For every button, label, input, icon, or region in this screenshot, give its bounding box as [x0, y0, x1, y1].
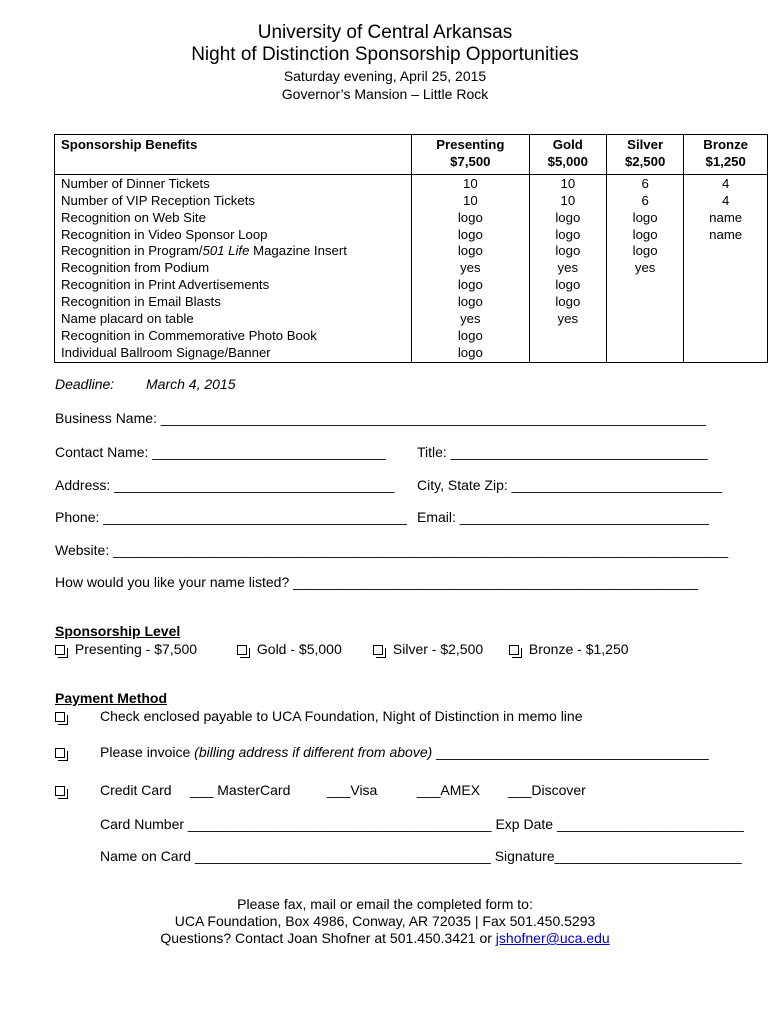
benefit-label-part: Recognition in Program/ [61, 243, 203, 259]
invoice-label: Please invoice [100, 744, 191, 760]
benefit-label: Number of Dinner Tickets [55, 174, 412, 192]
benefit-value: 4 [684, 174, 768, 192]
benefit-value [684, 277, 768, 294]
benefit-value: logo [412, 277, 530, 294]
card-amex[interactable]: ___AMEX [417, 782, 481, 798]
level-name: Gold [552, 137, 583, 152]
benefit-value [684, 328, 768, 345]
benefit-value: logo [412, 294, 530, 311]
contact-name-field[interactable]: Contact Name: ______________________________ [55, 444, 386, 460]
level-bronze-header [684, 135, 768, 175]
checkbox-icon[interactable] [55, 786, 65, 796]
card-discover[interactable]: ___Discover [508, 782, 586, 798]
title-field[interactable]: Title: _________________________________ [417, 444, 708, 460]
level-amount: $2,500 [624, 153, 666, 169]
benefit-label: Number of VIP Reception Tickets [55, 193, 412, 210]
table-row [55, 328, 768, 345]
table-row [55, 345, 768, 362]
level-name: Bronze [703, 137, 748, 152]
benefits-table [54, 134, 768, 363]
benefit-value: logo [529, 227, 606, 244]
benefit-value: yes [529, 260, 606, 277]
level-amount: $5,000 [547, 153, 588, 169]
benefit-value: yes [606, 260, 683, 277]
invoice-blank[interactable]: ___________________________________ [436, 744, 709, 760]
card-mastercard[interactable]: ___ MasterCard [190, 782, 291, 798]
checkbox-icon[interactable] [55, 748, 65, 758]
benefit-value [684, 243, 768, 260]
benefit-value: logo [529, 294, 606, 311]
card-visa[interactable]: ___Visa [327, 782, 378, 798]
payment-method-heading: Payment Method [55, 690, 168, 706]
checkbox-icon[interactable] [373, 645, 383, 655]
deadline-label: Deadline: [55, 376, 115, 392]
benefit-value: logo [606, 227, 683, 244]
benefit-label: Name placard on table [55, 311, 412, 328]
benefit-value [606, 311, 683, 328]
benefit-label: Recognition in Commemorative Photo Book [55, 328, 412, 345]
checkbox-icon[interactable] [55, 645, 65, 655]
benefit-value: logo [412, 345, 530, 362]
level-presenting-header [412, 135, 530, 175]
footer-line-1: Please fax, mail or email the completed form to: [237, 896, 533, 912]
benefit-value: logo [412, 243, 530, 260]
level-amount: $1,250 [705, 153, 746, 169]
benefit-value [529, 328, 606, 345]
payment-check-label: Check enclosed payable to UCA Foundation, Night of Distinction in memo line [100, 708, 583, 724]
benefit-value: 10 [529, 174, 606, 192]
business-name-field[interactable]: Business Name: ______________________________________________________________________ [55, 410, 706, 426]
benefit-value: yes [412, 311, 530, 328]
table-row [55, 294, 768, 311]
benefit-value: logo [412, 227, 530, 244]
level-gold-header [529, 135, 606, 175]
benefit-value: logo [529, 277, 606, 294]
option-label: Silver - $2,500 [392, 641, 484, 657]
payment-check-checkbox[interactable] [55, 708, 71, 724]
benefit-label-part: Magazine Insert [249, 243, 347, 259]
phone-field[interactable]: Phone: _______________________________________ [55, 509, 407, 525]
benefit-value [684, 260, 768, 277]
benefit-value [606, 328, 683, 345]
footer-line-3 [0, 930, 770, 946]
benefit-value: logo [606, 210, 683, 227]
checkbox-icon[interactable] [237, 645, 247, 655]
payment-invoice[interactable] [100, 744, 709, 760]
sponsorship-level-heading: Sponsorship Level [55, 623, 181, 639]
benefits-header: Sponsorship Benefits [55, 135, 412, 175]
benefit-label: Individual Ballroom Signage/Banner [55, 345, 412, 362]
benefit-value: 6 [606, 193, 683, 210]
benefit-value: 10 [529, 193, 606, 210]
event-location: Governor’s Mansion – Little Rock [281, 86, 489, 102]
name-on-card-field[interactable]: Name on Card ______________________________________ Signature________________________ [100, 848, 742, 864]
option-label: Presenting - $7,500 [74, 641, 198, 657]
benefit-value: 10 [412, 174, 530, 192]
contact-email-link[interactable]: jshofner@uca.edu [495, 930, 610, 946]
benefit-value [684, 345, 768, 362]
benefit-value: 6 [606, 174, 683, 192]
benefit-value [529, 345, 606, 362]
table-header-row [55, 135, 768, 175]
footer-line-2: UCA Foundation, Box 4986, Conway, AR 72035 | Fax 501.450.5293 [174, 913, 596, 929]
benefit-label: Recognition in Video Sponsor Loop [55, 227, 412, 244]
invoice-note: (billing address if different from above) [194, 744, 433, 760]
benefit-value: logo [412, 210, 530, 227]
benefit-value: logo [529, 210, 606, 227]
option-presenting[interactable] [55, 641, 197, 657]
table-row [55, 193, 768, 210]
address-field[interactable]: Address: ____________________________________ [55, 477, 395, 493]
website-field[interactable]: Website: _______________________________________________________________________________ [55, 542, 729, 558]
table-row [55, 174, 768, 192]
option-label: Bronze - $1,250 [528, 641, 629, 657]
level-silver-header [606, 135, 683, 175]
benefit-value: yes [412, 260, 530, 277]
benefit-label: Recognition from Podium [55, 260, 412, 277]
level-amount: $7,500 [450, 153, 491, 169]
benefit-label: Recognition on Web Site [55, 210, 412, 227]
event-date: Saturday evening, April 25, 2015 [283, 68, 487, 84]
benefit-value: logo [412, 328, 530, 345]
option-bronze[interactable] [509, 641, 629, 657]
benefit-value [606, 345, 683, 362]
email-field[interactable]: Email: ________________________________ [417, 509, 709, 525]
city-state-zip-field[interactable]: City, State Zip: ___________________________ [417, 477, 722, 493]
benefit-label: Recognition in Email Blasts [55, 294, 412, 311]
table-row [55, 260, 768, 277]
page-subtitle: Night of Distinction Sponsorship Opportunities [191, 44, 579, 65]
benefit-label-italic: 501 Life [202, 243, 250, 259]
benefit-value: logo [529, 243, 606, 260]
benefit-label [55, 243, 412, 260]
benefit-value [684, 311, 768, 328]
option-gold[interactable] [237, 641, 342, 657]
benefit-value: 10 [412, 193, 530, 210]
benefit-value: yes [529, 311, 606, 328]
checkbox-icon[interactable] [55, 712, 65, 722]
level-name: Silver [627, 137, 664, 152]
payment-invoice-checkbox[interactable] [55, 744, 71, 760]
benefit-value: name [684, 227, 768, 244]
name-listed-field[interactable]: How would you like your name listed? ____________________________________________________ [55, 574, 698, 590]
payment-credit-checkbox[interactable] [55, 782, 71, 798]
benefit-value [684, 294, 768, 311]
table-row [55, 311, 768, 328]
level-name: Presenting [436, 137, 505, 152]
table-row [55, 227, 768, 244]
option-label: Gold - $5,000 [256, 641, 342, 657]
benefit-value: name [684, 210, 768, 227]
table-row [55, 277, 768, 294]
table-row [55, 243, 768, 260]
benefit-value [606, 277, 683, 294]
benefit-value [606, 294, 683, 311]
benefit-value: logo [606, 243, 683, 260]
checkbox-icon[interactable] [509, 645, 519, 655]
benefit-value: 4 [684, 193, 768, 210]
option-silver[interactable] [373, 641, 483, 657]
credit-card-label: Credit Card [100, 782, 172, 798]
benefit-label: Recognition in Print Advertisements [55, 277, 412, 294]
page-title: University of Central Arkansas [257, 22, 513, 43]
footer-questions: Questions? Contact Joan Shofner at 501.450.3421 or [160, 930, 496, 946]
card-number-field[interactable]: Card Number _______________________________________ Exp Date ________________________ [100, 816, 744, 832]
table-row [55, 210, 768, 227]
deadline-value: March 4, 2015 [146, 376, 236, 392]
